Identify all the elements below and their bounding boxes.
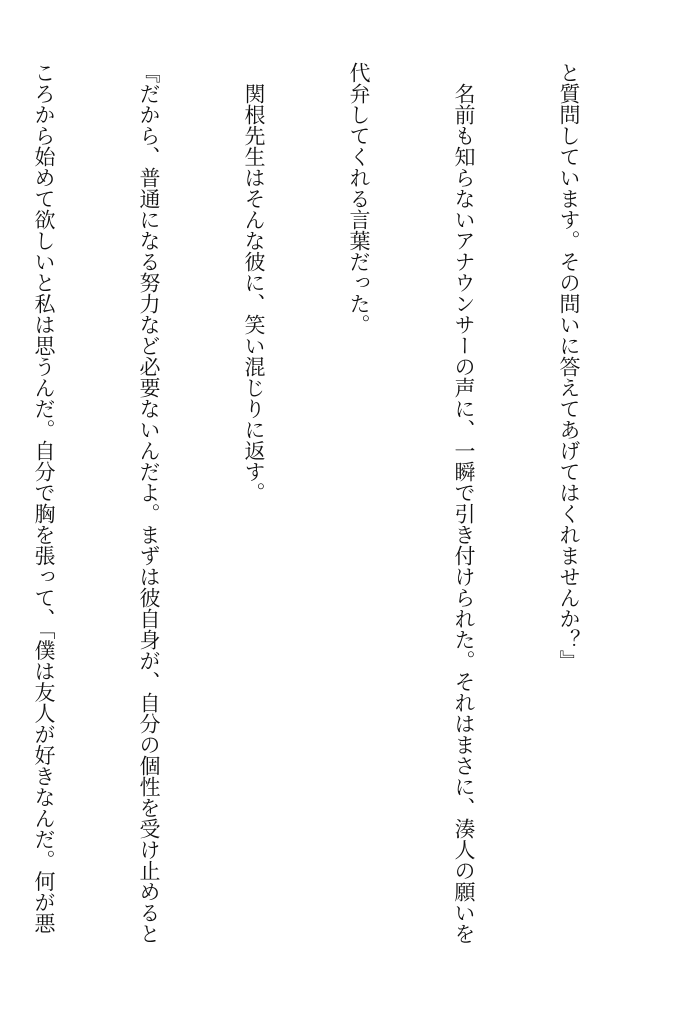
text-column-4: 関根先生はそんな彼に、笑い混じりに返す。 (242, 62, 266, 503)
vertical-body-text (0, 62, 656, 962)
text-column-2: 名前も知らないアナウンサーの声に、一瞬で引き付けられた。それはまさに、湊人の願いを (452, 62, 476, 944)
text-column-5: 『だから、普通になる努力など必要ないんだよ。まずは彼自身が、自分の個性を受け止めると (137, 62, 161, 944)
text-column-3: 代弁してくれる言葉だった。 (347, 62, 371, 335)
text-column-6: ころから始めて欲しいと私は思うんだ。自分で胸を張って、「僕は友人が好きなんだ。何が悪 (32, 62, 56, 934)
text-column-1: と質問しています。その問いに答えてあげてはくれませんか？』 (557, 62, 581, 671)
